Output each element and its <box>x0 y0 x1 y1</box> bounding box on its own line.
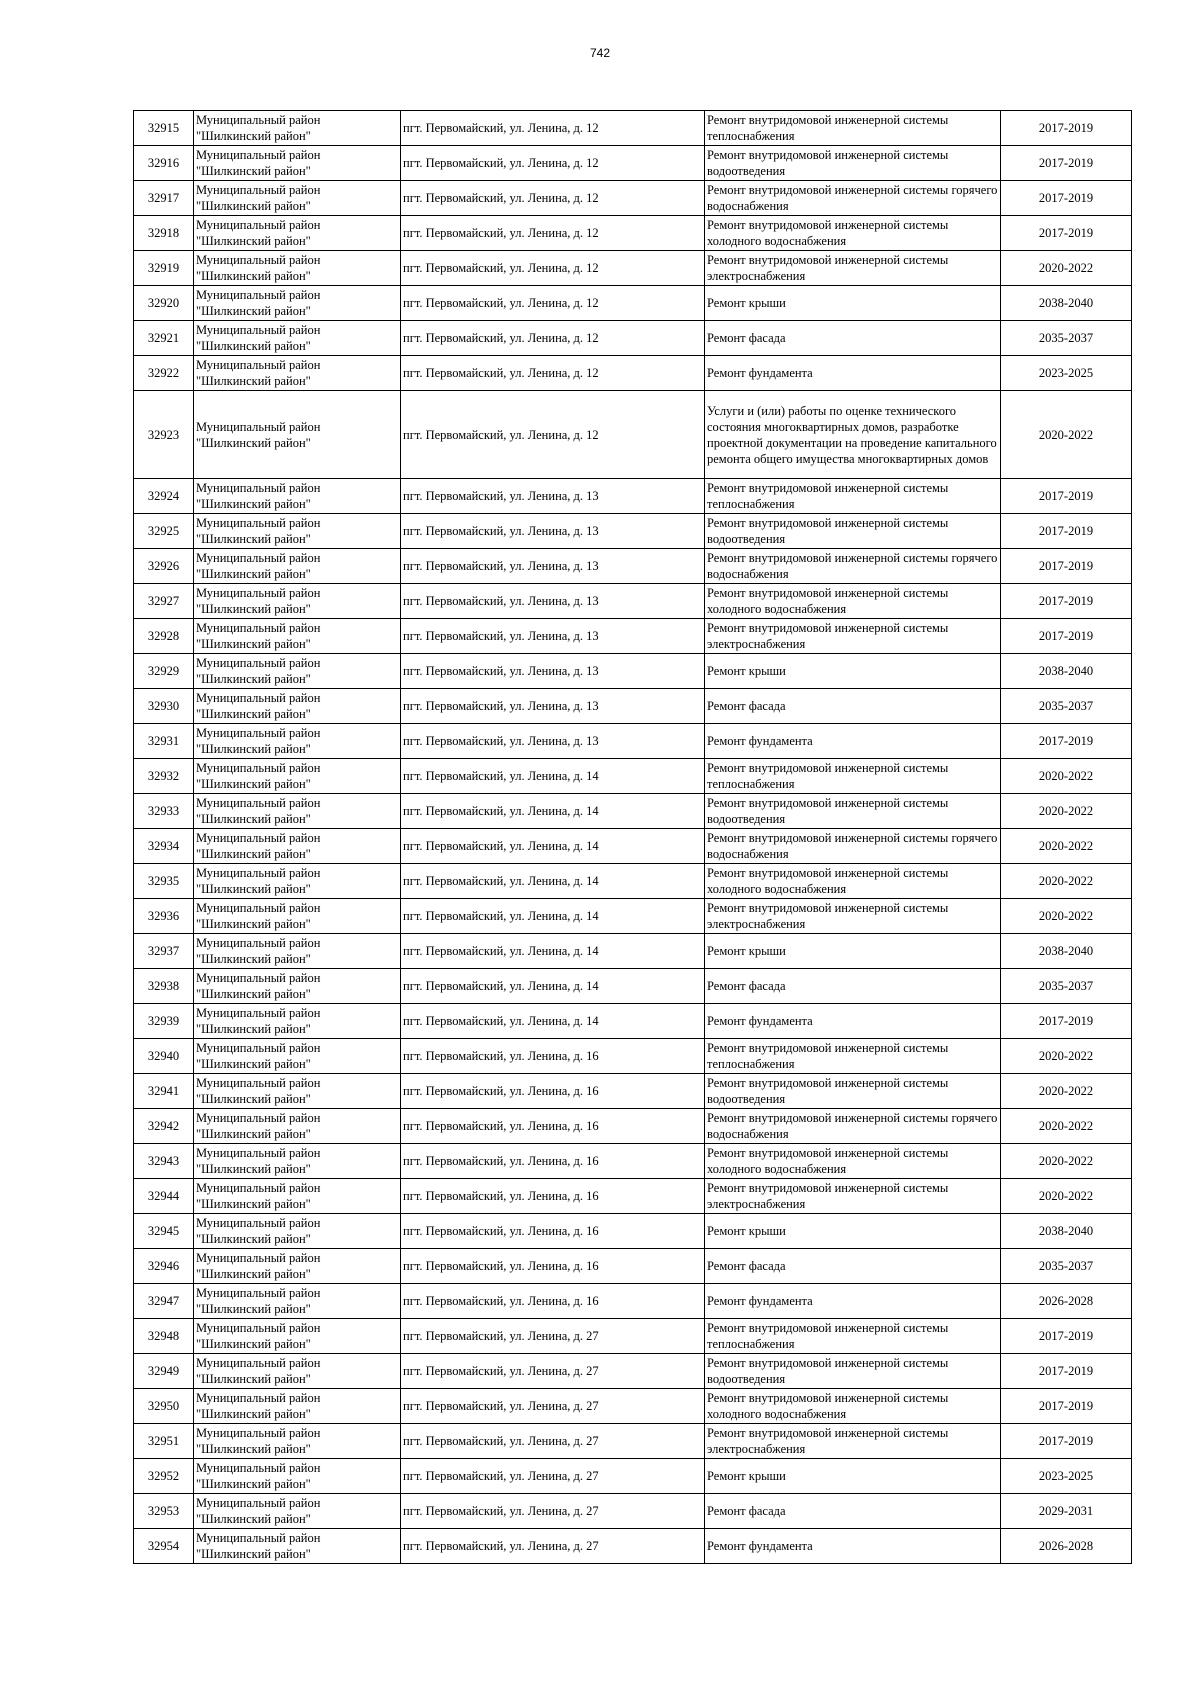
period-cell: 2017-2019 <box>1001 1319 1132 1354</box>
address-cell: пгт. Первомайский, ул. Ленина, д. 16 <box>401 1249 705 1284</box>
row-number-cell: 32942 <box>134 1109 194 1144</box>
municipality-cell: Муниципальный район "Шилкинский район" <box>194 1109 401 1144</box>
table-row <box>134 1214 1132 1249</box>
municipality-cell: Муниципальный район "Шилкинский район" <box>194 146 401 181</box>
period-cell: 2017-2019 <box>1001 479 1132 514</box>
municipality-cell: Муниципальный район "Шилкинский район" <box>194 934 401 969</box>
table-row <box>134 829 1132 864</box>
table-row <box>134 391 1132 479</box>
period-cell: 2020-2022 <box>1001 1179 1132 1214</box>
municipality-cell: Муниципальный район "Шилкинский район" <box>194 1424 401 1459</box>
period-cell: 2020-2022 <box>1001 1074 1132 1109</box>
municipality-cell: Муниципальный район "Шилкинский район" <box>194 794 401 829</box>
work-type-cell: Ремонт внутридомовой инженерной системы холодного водоснабжения <box>705 1389 1001 1424</box>
address-cell: пгт. Первомайский, ул. Ленина, д. 13 <box>401 619 705 654</box>
work-type-cell: Ремонт внутридомовой инженерной системы водоотведения <box>705 1074 1001 1109</box>
table-row <box>134 1039 1132 1074</box>
work-type-cell: Ремонт фасада <box>705 1249 1001 1284</box>
municipality-cell: Муниципальный район "Шилкинский район" <box>194 1039 401 1074</box>
municipality-cell: Муниципальный район "Шилкинский район" <box>194 1004 401 1039</box>
period-cell: 2029-2031 <box>1001 1494 1132 1529</box>
address-cell: пгт. Первомайский, ул. Ленина, д. 27 <box>401 1424 705 1459</box>
municipality-cell: Муниципальный район "Шилкинский район" <box>194 829 401 864</box>
period-cell: 2017-2019 <box>1001 216 1132 251</box>
period-cell: 2017-2019 <box>1001 549 1132 584</box>
period-cell: 2017-2019 <box>1001 1389 1132 1424</box>
row-number-cell: 32915 <box>134 111 194 146</box>
work-type-cell: Ремонт внутридомовой инженерной системы холодного водоснабжения <box>705 216 1001 251</box>
municipality-cell: Муниципальный район "Шилкинский район" <box>194 479 401 514</box>
table-row <box>134 899 1132 934</box>
period-cell: 2017-2019 <box>1001 584 1132 619</box>
address-cell: пгт. Первомайский, ул. Ленина, д. 16 <box>401 1144 705 1179</box>
municipality-cell: Муниципальный район "Шилкинский район" <box>194 1459 401 1494</box>
table-row <box>134 1424 1132 1459</box>
municipality-cell: Муниципальный район "Шилкинский район" <box>194 1144 401 1179</box>
municipality-cell: Муниципальный район "Шилкинский район" <box>194 969 401 1004</box>
municipality-cell: Муниципальный район "Шилкинский район" <box>194 514 401 549</box>
address-cell: пгт. Первомайский, ул. Ленина, д. 27 <box>401 1354 705 1389</box>
work-type-cell: Ремонт фасада <box>705 1494 1001 1529</box>
address-cell: пгт. Первомайский, ул. Ленина, д. 14 <box>401 794 705 829</box>
work-type-cell: Ремонт фундамента <box>705 1284 1001 1319</box>
work-type-cell: Ремонт внутридомовой инженерной системы электроснабжения <box>705 899 1001 934</box>
municipality-cell: Муниципальный район "Шилкинский район" <box>194 899 401 934</box>
row-number-cell: 32918 <box>134 216 194 251</box>
work-type-cell: Ремонт фундамента <box>705 724 1001 759</box>
table-row <box>134 1319 1132 1354</box>
table-row <box>134 514 1132 549</box>
municipality-cell: Муниципальный район "Шилкинский район" <box>194 864 401 899</box>
table-row <box>134 794 1132 829</box>
period-cell: 2020-2022 <box>1001 1144 1132 1179</box>
row-number-cell: 32935 <box>134 864 194 899</box>
address-cell: пгт. Первомайский, ул. Ленина, д. 27 <box>401 1459 705 1494</box>
table-row <box>134 356 1132 391</box>
address-cell: пгт. Первомайский, ул. Ленина, д. 14 <box>401 969 705 1004</box>
table-row <box>134 584 1132 619</box>
table-row <box>134 321 1132 356</box>
address-cell: пгт. Первомайский, ул. Ленина, д. 16 <box>401 1074 705 1109</box>
period-cell: 2017-2019 <box>1001 146 1132 181</box>
row-number-cell: 32938 <box>134 969 194 1004</box>
municipality-cell: Муниципальный район "Шилкинский район" <box>194 1284 401 1319</box>
row-number-cell: 32921 <box>134 321 194 356</box>
address-cell: пгт. Первомайский, ул. Ленина, д. 12 <box>401 216 705 251</box>
period-cell: 2017-2019 <box>1001 1354 1132 1389</box>
table-row <box>134 181 1132 216</box>
table-row <box>134 689 1132 724</box>
work-type-cell: Ремонт внутридомовой инженерной системы теплоснабжения <box>705 759 1001 794</box>
table-row <box>134 1249 1132 1284</box>
row-number-cell: 32941 <box>134 1074 194 1109</box>
table-row <box>134 111 1132 146</box>
address-cell: пгт. Первомайский, ул. Ленина, д. 16 <box>401 1179 705 1214</box>
row-number-cell: 32919 <box>134 251 194 286</box>
period-cell: 2035-2037 <box>1001 1249 1132 1284</box>
row-number-cell: 32934 <box>134 829 194 864</box>
address-cell: пгт. Первомайский, ул. Ленина, д. 27 <box>401 1389 705 1424</box>
table-row <box>134 1284 1132 1319</box>
work-type-cell: Ремонт внутридомовой инженерной системы электроснабжения <box>705 1424 1001 1459</box>
table-row <box>134 1179 1132 1214</box>
table-row <box>134 286 1132 321</box>
work-type-cell: Ремонт крыши <box>705 1459 1001 1494</box>
municipality-cell: Муниципальный район "Шилкинский район" <box>194 1494 401 1529</box>
municipality-cell: Муниципальный район "Шилкинский район" <box>194 1249 401 1284</box>
period-cell: 2017-2019 <box>1001 111 1132 146</box>
table-row <box>134 1144 1132 1179</box>
work-type-cell: Ремонт фасада <box>705 689 1001 724</box>
row-number-cell: 32939 <box>134 1004 194 1039</box>
row-number-cell: 32946 <box>134 1249 194 1284</box>
period-cell: 2020-2022 <box>1001 829 1132 864</box>
row-number-cell: 32945 <box>134 1214 194 1249</box>
work-type-cell: Ремонт внутридомовой инженерной системы электроснабжения <box>705 619 1001 654</box>
table-row <box>134 479 1132 514</box>
period-cell: 2035-2037 <box>1001 321 1132 356</box>
row-number-cell: 32929 <box>134 654 194 689</box>
period-cell: 2035-2037 <box>1001 969 1132 1004</box>
municipality-cell: Муниципальный район "Шилкинский район" <box>194 1074 401 1109</box>
address-cell: пгт. Первомайский, ул. Ленина, д. 12 <box>401 321 705 356</box>
work-type-cell: Ремонт внутридомовой инженерной системы водоотведения <box>705 514 1001 549</box>
period-cell: 2020-2022 <box>1001 1109 1132 1144</box>
municipality-cell: Муниципальный район "Шилкинский район" <box>194 654 401 689</box>
row-number-cell: 32947 <box>134 1284 194 1319</box>
repair-schedule-table <box>133 110 1132 1564</box>
work-type-cell: Ремонт внутридомовой инженерной системы водоотведения <box>705 146 1001 181</box>
period-cell: 2017-2019 <box>1001 619 1132 654</box>
period-cell: 2020-2022 <box>1001 1039 1132 1074</box>
row-number-cell: 32928 <box>134 619 194 654</box>
address-cell: пгт. Первомайский, ул. Ленина, д. 14 <box>401 759 705 794</box>
municipality-cell: Муниципальный район "Шилкинский район" <box>194 216 401 251</box>
address-cell: пгт. Первомайский, ул. Ленина, д. 14 <box>401 934 705 969</box>
row-number-cell: 32922 <box>134 356 194 391</box>
table-row <box>134 1004 1132 1039</box>
table-body <box>134 111 1132 1564</box>
work-type-cell: Ремонт внутридомовой инженерной системы теплоснабжения <box>705 1319 1001 1354</box>
address-cell: пгт. Первомайский, ул. Ленина, д. 14 <box>401 1004 705 1039</box>
address-cell: пгт. Первомайский, ул. Ленина, д. 13 <box>401 549 705 584</box>
period-cell: 2023-2025 <box>1001 356 1132 391</box>
table-row <box>134 864 1132 899</box>
table-row <box>134 759 1132 794</box>
row-number-cell: 32931 <box>134 724 194 759</box>
period-cell: 2038-2040 <box>1001 654 1132 689</box>
work-type-cell: Ремонт крыши <box>705 934 1001 969</box>
work-type-cell: Ремонт внутридомовой инженерной системы водоотведения <box>705 1354 1001 1389</box>
period-cell: 2038-2040 <box>1001 286 1132 321</box>
row-number-cell: 32940 <box>134 1039 194 1074</box>
work-type-cell: Ремонт внутридомовой инженерной системы электроснабжения <box>705 1179 1001 1214</box>
row-number-cell: 32926 <box>134 549 194 584</box>
municipality-cell: Муниципальный район "Шилкинский район" <box>194 1179 401 1214</box>
table-row <box>134 1109 1132 1144</box>
address-cell: пгт. Первомайский, ул. Ленина, д. 14 <box>401 899 705 934</box>
address-cell: пгт. Первомайский, ул. Ленина, д. 14 <box>401 829 705 864</box>
table-row <box>134 969 1132 1004</box>
work-type-cell: Услуги и (или) работы по оценке технического состояния многоквартирных домов, разработке проектной документации на проведение капитального ремонта общего имущества многоквартирных домов <box>705 391 1001 479</box>
row-number-cell: 32950 <box>134 1389 194 1424</box>
table-row <box>134 934 1132 969</box>
work-type-cell: Ремонт крыши <box>705 1214 1001 1249</box>
table-row <box>134 146 1132 181</box>
municipality-cell: Муниципальный район "Шилкинский район" <box>194 1214 401 1249</box>
page-number: 742 <box>589 46 611 60</box>
address-cell: пгт. Первомайский, ул. Ленина, д. 27 <box>401 1494 705 1529</box>
table-row <box>134 1354 1132 1389</box>
period-cell: 2017-2019 <box>1001 181 1132 216</box>
period-cell: 2035-2037 <box>1001 689 1132 724</box>
row-number-cell: 32930 <box>134 689 194 724</box>
address-cell: пгт. Первомайский, ул. Ленина, д. 13 <box>401 514 705 549</box>
work-type-cell: Ремонт внутридомовой инженерной системы водоотведения <box>705 794 1001 829</box>
work-type-cell: Ремонт крыши <box>705 654 1001 689</box>
row-number-cell: 32951 <box>134 1424 194 1459</box>
row-number-cell: 32927 <box>134 584 194 619</box>
table-row <box>134 619 1132 654</box>
municipality-cell: Муниципальный район "Шилкинский район" <box>194 251 401 286</box>
work-type-cell: Ремонт внутридомовой инженерной системы горячего водоснабжения <box>705 1109 1001 1144</box>
work-type-cell: Ремонт внутридомовой инженерной системы холодного водоснабжения <box>705 864 1001 899</box>
address-cell: пгт. Первомайский, ул. Ленина, д. 12 <box>401 181 705 216</box>
period-cell: 2020-2022 <box>1001 899 1132 934</box>
work-type-cell: Ремонт фасада <box>705 321 1001 356</box>
municipality-cell: Муниципальный район "Шилкинский район" <box>194 356 401 391</box>
row-number-cell: 32933 <box>134 794 194 829</box>
row-number-cell: 32932 <box>134 759 194 794</box>
period-cell: 2026-2028 <box>1001 1529 1132 1564</box>
municipality-cell: Муниципальный район "Шилкинский район" <box>194 759 401 794</box>
municipality-cell: Муниципальный район "Шилкинский район" <box>194 1319 401 1354</box>
address-cell: пгт. Первомайский, ул. Ленина, д. 16 <box>401 1109 705 1144</box>
row-number-cell: 32949 <box>134 1354 194 1389</box>
address-cell: пгт. Первомайский, ул. Ленина, д. 16 <box>401 1214 705 1249</box>
table-row <box>134 654 1132 689</box>
address-cell: пгт. Первомайский, ул. Ленина, д. 27 <box>401 1319 705 1354</box>
table-row <box>134 724 1132 759</box>
work-type-cell: Ремонт внутридомовой инженерной системы горячего водоснабжения <box>705 549 1001 584</box>
row-number-cell: 32923 <box>134 391 194 479</box>
row-number-cell: 32948 <box>134 1319 194 1354</box>
work-type-cell: Ремонт внутридомовой инженерной системы холодного водоснабжения <box>705 1144 1001 1179</box>
address-cell: пгт. Первомайский, ул. Ленина, д. 12 <box>401 251 705 286</box>
address-cell: пгт. Первомайский, ул. Ленина, д. 12 <box>401 391 705 479</box>
address-cell: пгт. Первомайский, ул. Ленина, д. 13 <box>401 479 705 514</box>
municipality-cell: Муниципальный район "Шилкинский район" <box>194 321 401 356</box>
municipality-cell: Муниципальный район "Шилкинский район" <box>194 724 401 759</box>
period-cell: 2020-2022 <box>1001 864 1132 899</box>
work-type-cell: Ремонт крыши <box>705 286 1001 321</box>
address-cell: пгт. Первомайский, ул. Ленина, д. 14 <box>401 864 705 899</box>
work-type-cell: Ремонт фундамента <box>705 356 1001 391</box>
work-type-cell: Ремонт внутридомовой инженерной системы теплоснабжения <box>705 111 1001 146</box>
row-number-cell: 32920 <box>134 286 194 321</box>
work-type-cell: Ремонт фундамента <box>705 1004 1001 1039</box>
table-row <box>134 1074 1132 1109</box>
address-cell: пгт. Первомайский, ул. Ленина, д. 13 <box>401 689 705 724</box>
work-type-cell: Ремонт внутридомовой инженерной системы горячего водоснабжения <box>705 829 1001 864</box>
municipality-cell: Муниципальный район "Шилкинский район" <box>194 619 401 654</box>
row-number-cell: 32924 <box>134 479 194 514</box>
table-row <box>134 1529 1132 1564</box>
period-cell: 2023-2025 <box>1001 1459 1132 1494</box>
row-number-cell: 32925 <box>134 514 194 549</box>
address-cell: пгт. Первомайский, ул. Ленина, д. 13 <box>401 654 705 689</box>
address-cell: пгт. Первомайский, ул. Ленина, д. 12 <box>401 111 705 146</box>
row-number-cell: 32944 <box>134 1179 194 1214</box>
period-cell: 2020-2022 <box>1001 759 1132 794</box>
period-cell: 2026-2028 <box>1001 1284 1132 1319</box>
municipality-cell: Муниципальный район "Шилкинский район" <box>194 111 401 146</box>
table-row <box>134 1459 1132 1494</box>
municipality-cell: Муниципальный район "Шилкинский район" <box>194 1354 401 1389</box>
period-cell: 2020-2022 <box>1001 251 1132 286</box>
table-row <box>134 1494 1132 1529</box>
period-cell: 2017-2019 <box>1001 514 1132 549</box>
table-row <box>134 549 1132 584</box>
period-cell: 2017-2019 <box>1001 1004 1132 1039</box>
period-cell: 2017-2019 <box>1001 1424 1132 1459</box>
municipality-cell: Муниципальный район "Шилкинский район" <box>194 1389 401 1424</box>
period-cell: 2020-2022 <box>1001 794 1132 829</box>
address-cell: пгт. Первомайский, ул. Ленина, д. 16 <box>401 1039 705 1074</box>
work-type-cell: Ремонт фасада <box>705 969 1001 1004</box>
table-row <box>134 251 1132 286</box>
municipality-cell: Муниципальный район "Шилкинский район" <box>194 391 401 479</box>
municipality-cell: Муниципальный район "Шилкинский район" <box>194 1529 401 1564</box>
row-number-cell: 32954 <box>134 1529 194 1564</box>
row-number-cell: 32916 <box>134 146 194 181</box>
address-cell: пгт. Первомайский, ул. Ленина, д. 27 <box>401 1529 705 1564</box>
work-type-cell: Ремонт фундамента <box>705 1529 1001 1564</box>
table-row <box>134 216 1132 251</box>
municipality-cell: Муниципальный район "Шилкинский район" <box>194 689 401 724</box>
table-row <box>134 1389 1132 1424</box>
address-cell: пгт. Первомайский, ул. Ленина, д. 12 <box>401 146 705 181</box>
row-number-cell: 32943 <box>134 1144 194 1179</box>
work-type-cell: Ремонт внутридомовой инженерной системы электроснабжения <box>705 251 1001 286</box>
period-cell: 2038-2040 <box>1001 1214 1132 1249</box>
address-cell: пгт. Первомайский, ул. Ленина, д. 12 <box>401 286 705 321</box>
period-cell: 2017-2019 <box>1001 724 1132 759</box>
row-number-cell: 32952 <box>134 1459 194 1494</box>
period-cell: 2020-2022 <box>1001 391 1132 479</box>
address-cell: пгт. Первомайский, ул. Ленина, д. 13 <box>401 584 705 619</box>
address-cell: пгт. Первомайский, ул. Ленина, д. 13 <box>401 724 705 759</box>
address-cell: пгт. Первомайский, ул. Ленина, д. 12 <box>401 356 705 391</box>
period-cell: 2038-2040 <box>1001 934 1132 969</box>
work-type-cell: Ремонт внутридомовой инженерной системы горячего водоснабжения <box>705 181 1001 216</box>
municipality-cell: Муниципальный район "Шилкинский район" <box>194 584 401 619</box>
municipality-cell: Муниципальный район "Шилкинский район" <box>194 549 401 584</box>
work-type-cell: Ремонт внутридомовой инженерной системы теплоснабжения <box>705 479 1001 514</box>
municipality-cell: Муниципальный район "Шилкинский район" <box>194 181 401 216</box>
work-type-cell: Ремонт внутридомовой инженерной системы холодного водоснабжения <box>705 584 1001 619</box>
row-number-cell: 32936 <box>134 899 194 934</box>
address-cell: пгт. Первомайский, ул. Ленина, д. 16 <box>401 1284 705 1319</box>
work-type-cell: Ремонт внутридомовой инженерной системы теплоснабжения <box>705 1039 1001 1074</box>
municipality-cell: Муниципальный район "Шилкинский район" <box>194 286 401 321</box>
row-number-cell: 32917 <box>134 181 194 216</box>
row-number-cell: 32937 <box>134 934 194 969</box>
row-number-cell: 32953 <box>134 1494 194 1529</box>
